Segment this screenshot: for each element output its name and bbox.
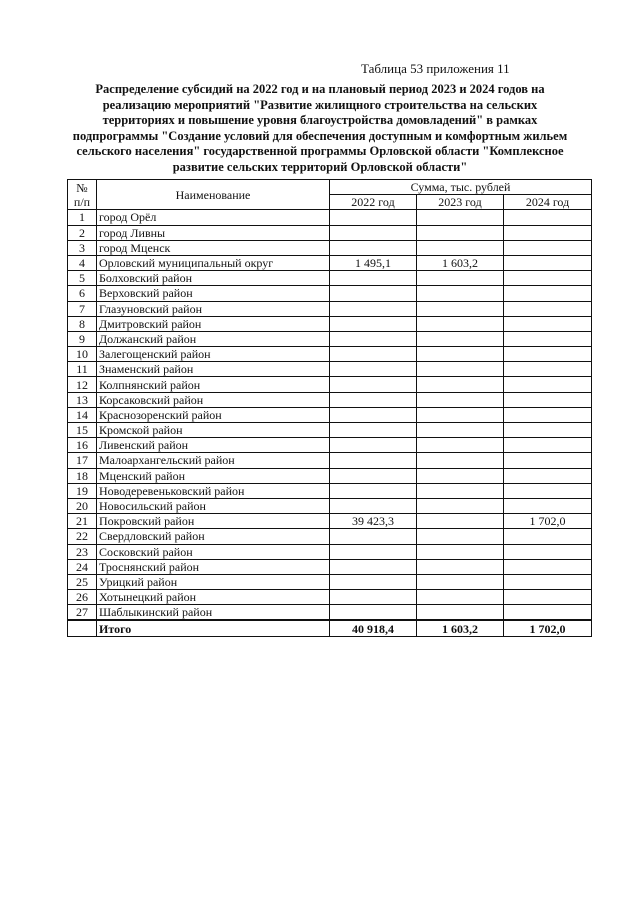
table-row	[68, 240, 592, 255]
row-value-2024	[504, 423, 592, 438]
row-value-2023	[417, 423, 504, 438]
row-number: 22	[68, 529, 97, 544]
row-value-2022	[330, 301, 417, 316]
row-value-2022	[330, 423, 417, 438]
row-value-2022	[330, 286, 417, 301]
row-number: 13	[68, 392, 97, 407]
row-value-2023	[417, 590, 504, 605]
row-value-2023	[417, 210, 504, 225]
row-value-2024	[504, 453, 592, 468]
table-row	[68, 574, 592, 589]
row-number: 20	[68, 498, 97, 513]
row-value-2024	[504, 362, 592, 377]
row-name: город Мценск	[97, 240, 330, 255]
row-value-2022	[330, 407, 417, 422]
row-name: Троснянский район	[97, 559, 330, 574]
header-number-line1: №	[76, 180, 88, 195]
row-value-2022	[330, 392, 417, 407]
row-value-2024	[504, 544, 592, 559]
row-name: Залегощенский район	[97, 347, 330, 362]
row-value-2023	[417, 240, 504, 255]
row-value-2022	[330, 271, 417, 286]
row-name: Ливенский район	[97, 438, 330, 453]
row-value-2023: 1 603,2	[417, 255, 504, 270]
row-value-2022	[330, 590, 417, 605]
row-name: город Орёл	[97, 210, 330, 225]
row-number: 4	[68, 255, 97, 270]
header-year-2023: 2023 год	[417, 195, 504, 210]
table-row	[68, 392, 592, 407]
table-row	[68, 347, 592, 362]
row-value-2023	[417, 377, 504, 392]
row-value-2023	[417, 483, 504, 498]
row-name: Мценский район	[97, 468, 330, 483]
row-value-2023	[417, 286, 504, 301]
row-value-2024	[504, 529, 592, 544]
row-value-2022	[330, 498, 417, 513]
row-value-2024	[504, 392, 592, 407]
total-number-cell	[68, 620, 97, 636]
row-name: Колпнянский район	[97, 377, 330, 392]
row-number: 27	[68, 605, 97, 621]
row-value-2024	[504, 438, 592, 453]
row-value-2022	[330, 438, 417, 453]
row-value-2023	[417, 544, 504, 559]
table-row	[68, 590, 592, 605]
table-row	[68, 438, 592, 453]
row-number: 18	[68, 468, 97, 483]
row-value-2022	[330, 210, 417, 225]
row-number: 8	[68, 316, 97, 331]
row-value-2022	[330, 331, 417, 346]
row-name: Шаблыкинский район	[97, 605, 330, 621]
row-name: Урицкий район	[97, 574, 330, 589]
title-line: подпрограммы "Создание условий для обеспечения доступным и комфортным жильем	[72, 128, 568, 143]
row-value-2024	[504, 210, 592, 225]
table-row	[68, 483, 592, 498]
row-number: 2	[68, 225, 97, 240]
row-value-2024	[504, 225, 592, 240]
table-row	[68, 407, 592, 422]
row-value-2022	[330, 483, 417, 498]
row-number: 1	[68, 210, 97, 225]
row-value-2024	[504, 498, 592, 513]
row-number: 15	[68, 423, 97, 438]
row-value-2024	[504, 590, 592, 605]
row-value-2024	[504, 316, 592, 331]
total-2024: 1 702,0	[504, 620, 592, 636]
row-number: 10	[68, 347, 97, 362]
row-value-2023	[417, 271, 504, 286]
row-value-2024	[504, 574, 592, 589]
table-row	[68, 514, 592, 529]
row-name: Верховский район	[97, 286, 330, 301]
table-row	[68, 225, 592, 240]
row-value-2024	[504, 605, 592, 621]
row-value-2023	[417, 605, 504, 621]
row-number: 6	[68, 286, 97, 301]
row-value-2023	[417, 301, 504, 316]
row-value-2023	[417, 438, 504, 453]
title-line: Распределение субсидий на 2022 год и на плановый период 2023 и 2024 годов на	[95, 82, 545, 96]
row-value-2023	[417, 574, 504, 589]
row-value-2023	[417, 347, 504, 362]
row-value-2022	[330, 362, 417, 377]
total-label: Итого	[97, 620, 330, 636]
row-name: Кромской район	[97, 423, 330, 438]
row-value-2024	[504, 407, 592, 422]
row-name: Хотынецкий район	[97, 590, 330, 605]
row-value-2022	[330, 347, 417, 362]
header-year-2022: 2022 год	[330, 195, 417, 210]
row-name: Болховский район	[97, 271, 330, 286]
row-value-2024	[504, 559, 592, 574]
row-value-2023	[417, 392, 504, 407]
table-row	[68, 468, 592, 483]
row-value-2022: 1 495,1	[330, 255, 417, 270]
row-name: город Ливны	[97, 225, 330, 240]
row-number: 17	[68, 453, 97, 468]
row-value-2024	[504, 271, 592, 286]
row-value-2022	[330, 240, 417, 255]
table-row	[68, 559, 592, 574]
table-row	[68, 498, 592, 513]
row-number: 7	[68, 301, 97, 316]
row-value-2022	[330, 544, 417, 559]
row-number: 24	[68, 559, 97, 574]
row-number: 12	[68, 377, 97, 392]
header-number-line2: п/п	[73, 194, 91, 209]
row-value-2022	[330, 225, 417, 240]
table-row	[68, 605, 592, 621]
row-number: 9	[68, 331, 97, 346]
table-row	[68, 255, 592, 270]
table-row	[68, 377, 592, 392]
table-row	[68, 362, 592, 377]
row-number: 21	[68, 514, 97, 529]
row-value-2023	[417, 453, 504, 468]
row-value-2023	[417, 529, 504, 544]
row-value-2022	[330, 377, 417, 392]
table-row	[68, 286, 592, 301]
row-number: 5	[68, 271, 97, 286]
row-value-2023	[417, 362, 504, 377]
row-value-2024	[504, 331, 592, 346]
title-line: развитие сельских территорий Орловской области"	[172, 159, 468, 174]
row-name: Орловский муниципальный округ	[97, 255, 330, 270]
document-title	[60, 82, 580, 176]
title-line: реализацию мероприятий "Развитие жилищного строительства на сельских	[102, 97, 538, 112]
row-value-2022	[330, 574, 417, 589]
table-row	[68, 423, 592, 438]
row-number: 19	[68, 483, 97, 498]
row-name: Сосковский район	[97, 544, 330, 559]
table-row	[68, 271, 592, 286]
row-name: Корсаковский район	[97, 392, 330, 407]
title-line: территориях и повышение уровня благоустройства домовладений" в рамках	[102, 113, 538, 128]
row-value-2024	[504, 483, 592, 498]
row-value-2024	[504, 301, 592, 316]
table-row	[68, 316, 592, 331]
table-row	[68, 544, 592, 559]
table-row	[68, 453, 592, 468]
row-value-2024	[504, 347, 592, 362]
row-name: Знаменский район	[97, 362, 330, 377]
table-row	[68, 331, 592, 346]
row-name: Новодеревеньковский район	[97, 483, 330, 498]
row-name: Новосильский район	[97, 498, 330, 513]
subsidy-table	[67, 179, 592, 637]
header-name: Наименование	[97, 180, 330, 210]
row-value-2024	[504, 468, 592, 483]
row-number: 14	[68, 407, 97, 422]
row-name: Глазуновский район	[97, 301, 330, 316]
row-value-2022: 39 423,3	[330, 514, 417, 529]
row-value-2024	[504, 255, 592, 270]
header-year-2024: 2024 год	[504, 195, 592, 210]
row-value-2023	[417, 498, 504, 513]
row-number: 23	[68, 544, 97, 559]
table-row	[68, 301, 592, 316]
row-value-2024	[504, 377, 592, 392]
row-name: Покровский район	[97, 514, 330, 529]
row-value-2023	[417, 559, 504, 574]
table-row	[68, 210, 592, 225]
header-sum: Сумма, тыс. рублей	[330, 180, 592, 195]
row-name: Должанский район	[97, 331, 330, 346]
header-number	[68, 180, 97, 210]
row-value-2022	[330, 453, 417, 468]
row-value-2023	[417, 407, 504, 422]
row-value-2024: 1 702,0	[504, 514, 592, 529]
row-number: 3	[68, 240, 97, 255]
total-2022: 40 918,4	[330, 620, 417, 636]
row-number: 26	[68, 590, 97, 605]
row-value-2022	[330, 316, 417, 331]
row-value-2023	[417, 331, 504, 346]
row-name: Свердловский район	[97, 529, 330, 544]
row-value-2023	[417, 514, 504, 529]
row-number: 16	[68, 438, 97, 453]
title-line: сельского населения" государственной программы Орловской области "Комплексное	[76, 144, 564, 159]
row-value-2023	[417, 468, 504, 483]
row-value-2024	[504, 240, 592, 255]
row-name: Краснозоренский район	[97, 407, 330, 422]
row-value-2023	[417, 316, 504, 331]
table-reference: Таблица 53 приложения 11	[361, 61, 510, 76]
row-number: 11	[68, 362, 97, 377]
row-name: Малоархангельский район	[97, 453, 330, 468]
total-row	[68, 620, 592, 636]
row-value-2022	[330, 559, 417, 574]
row-number: 25	[68, 574, 97, 589]
row-value-2022	[330, 605, 417, 621]
row-value-2023	[417, 225, 504, 240]
total-2023: 1 603,2	[417, 620, 504, 636]
table-row	[68, 529, 592, 544]
row-name: Дмитровский район	[97, 316, 330, 331]
row-value-2024	[504, 286, 592, 301]
row-value-2022	[330, 468, 417, 483]
row-value-2022	[330, 529, 417, 544]
